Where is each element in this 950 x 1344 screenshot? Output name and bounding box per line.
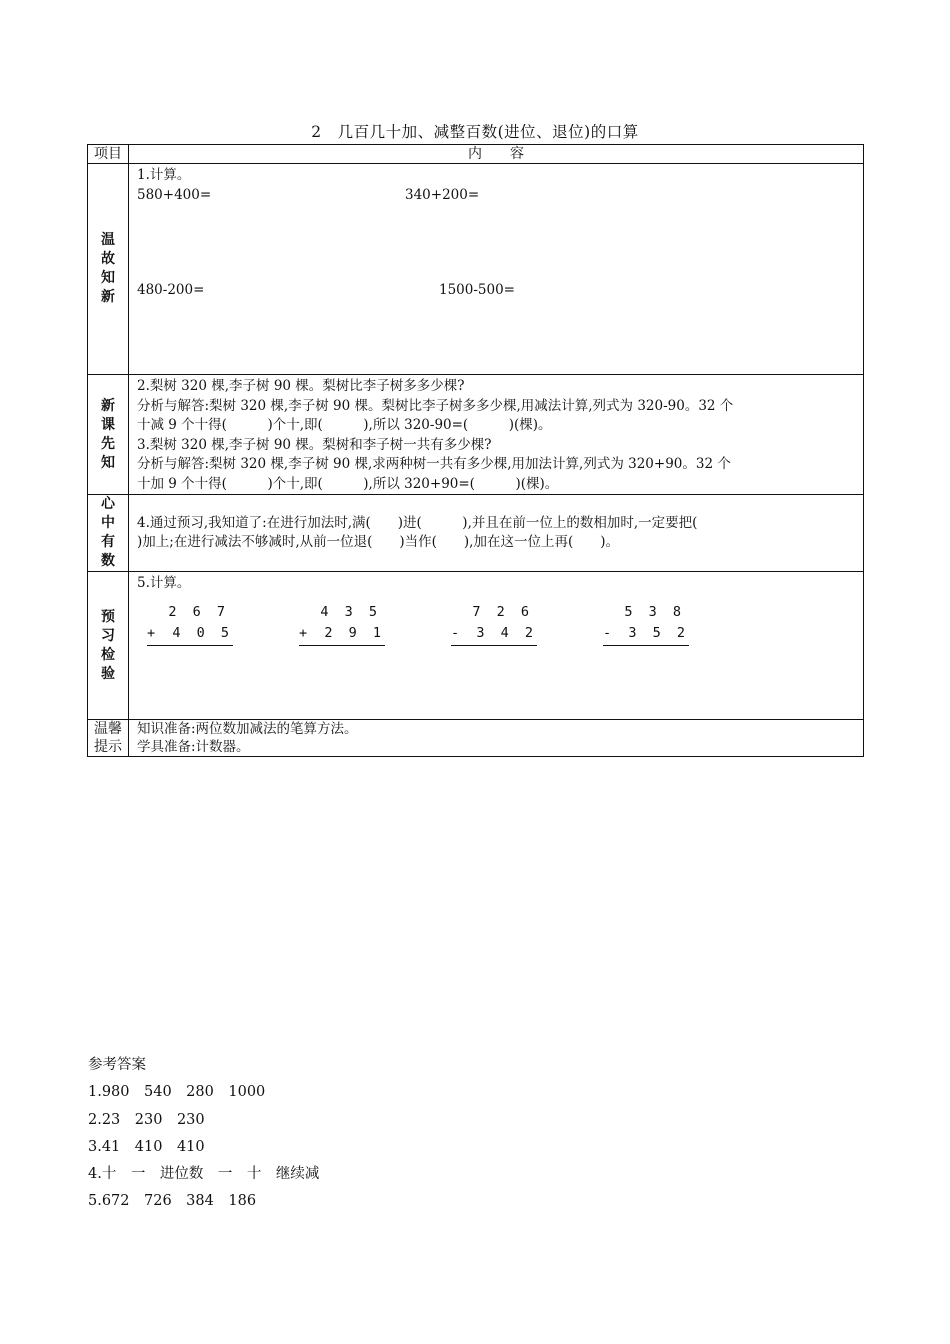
fill-line-2: )加上;在进行减法不够减时,从前一位退( )当作( ),加在这一位上再( )。: [137, 534, 619, 550]
calc-3-operator: -: [451, 625, 460, 641]
section-new-lesson: [88, 375, 864, 495]
section-label-understanding: 心中有数: [88, 495, 129, 572]
vertical-calc-2: [299, 602, 385, 646]
vertical-calc-3: [451, 602, 537, 646]
calc-3-bottom: 3 4 2: [476, 625, 537, 641]
answer-3-line-1: 分析与解答:梨树 320 棵,李子树 90 棵,求两种树一共有多少棵,用加法计算,列式为 320+90。32 个: [137, 456, 731, 472]
expr-2: 340+200=: [405, 187, 480, 203]
section-review: [88, 164, 864, 375]
question-5-title: 5.计算。: [137, 575, 191, 591]
calc-2-top: 4 3 5: [320, 604, 381, 620]
section-check-content: [129, 572, 864, 720]
header-project: 项目: [88, 145, 129, 164]
calc-1-bottom: 4 0 5: [172, 625, 233, 641]
section-tips: [88, 720, 864, 757]
section-understanding: [88, 495, 864, 572]
tip-knowledge: 知识准备:两位数加减法的笔算方法。: [137, 721, 358, 737]
calc-1-top: 2 6 7: [168, 604, 229, 620]
answer-line-3: 3.41 410 410: [88, 1138, 205, 1155]
vertical-calc-4: [603, 602, 689, 646]
page-title: 2 几百几十加、减整百数(进位、退位)的口算: [311, 123, 639, 141]
answer-2-line-1: 分析与解答:梨树 320 棵,李子树 90 棵。梨树比李子树多多少棵,用减法计算,列式为 320-90。32 个: [137, 397, 734, 414]
fill-line-1: 4.通过预习,我知道了:在进行加法时,满( )进( ),并且在前一位上的数相加时,一定要把(: [137, 514, 698, 531]
expr-3: 480-200=: [137, 282, 205, 298]
calc-4-top: 5 3 8: [624, 604, 685, 620]
answer-line-2: 2.23 230 230: [88, 1111, 205, 1128]
section-understanding-content: [129, 495, 864, 572]
section-review-content: [129, 164, 864, 375]
calc-4-bottom: 3 5 2: [628, 625, 689, 641]
answer-key-heading: 参考答案: [88, 1057, 146, 1073]
answer-3-line-2: 十加 9 个十得( )个十,即( ),所以 320+90=( )(棵)。: [137, 475, 559, 492]
section-label-review: 温故知新: [88, 164, 129, 375]
answer-line-5: 5.672 726 384 186: [88, 1193, 257, 1210]
calc-1-operator: +: [147, 625, 156, 641]
section-label-new-lesson: 新课先知: [88, 375, 129, 495]
vertical-calc-1: [147, 602, 233, 646]
question-2: 2.梨树 320 棵,李子树 90 棵。梨树比李子树多多少棵?: [137, 378, 465, 394]
table-header-row: [88, 145, 864, 164]
section-new-lesson-content: [129, 375, 864, 495]
header-content: 内 容: [129, 145, 864, 164]
answer-key: [88, 1052, 319, 1216]
calc-2-bottom: 2 9 1: [324, 625, 385, 641]
preview-table: [87, 144, 864, 757]
calc-4-operator: -: [603, 625, 612, 641]
section-label-check: 预习检验: [88, 572, 129, 720]
section-check: [88, 572, 864, 720]
tip-tools: 学具准备:计数器。: [137, 739, 250, 755]
expr-1: 580+400=: [137, 187, 212, 203]
answer-line-1: 1.980 540 280 1000: [88, 1084, 266, 1101]
answer-line-4: 4.十 一 进位数 一 十 继续减: [88, 1166, 320, 1183]
calc-2-operator: +: [299, 625, 308, 641]
calc-3-top: 7 2 6: [472, 604, 533, 620]
section-tips-content: [129, 720, 864, 757]
question-3: 3.梨树 320 棵,李子树 90 棵。梨树和李子树一共有多少棵?: [137, 436, 492, 453]
question-1-title: 1.计算。: [137, 167, 191, 183]
expr-4: 1500-500=: [439, 282, 515, 298]
answer-2-line-2: 十减 9 个十得( )个十,即( ),所以 320-90=( )(棵)。: [137, 417, 552, 433]
section-label-tips: 温馨提示: [88, 720, 129, 757]
